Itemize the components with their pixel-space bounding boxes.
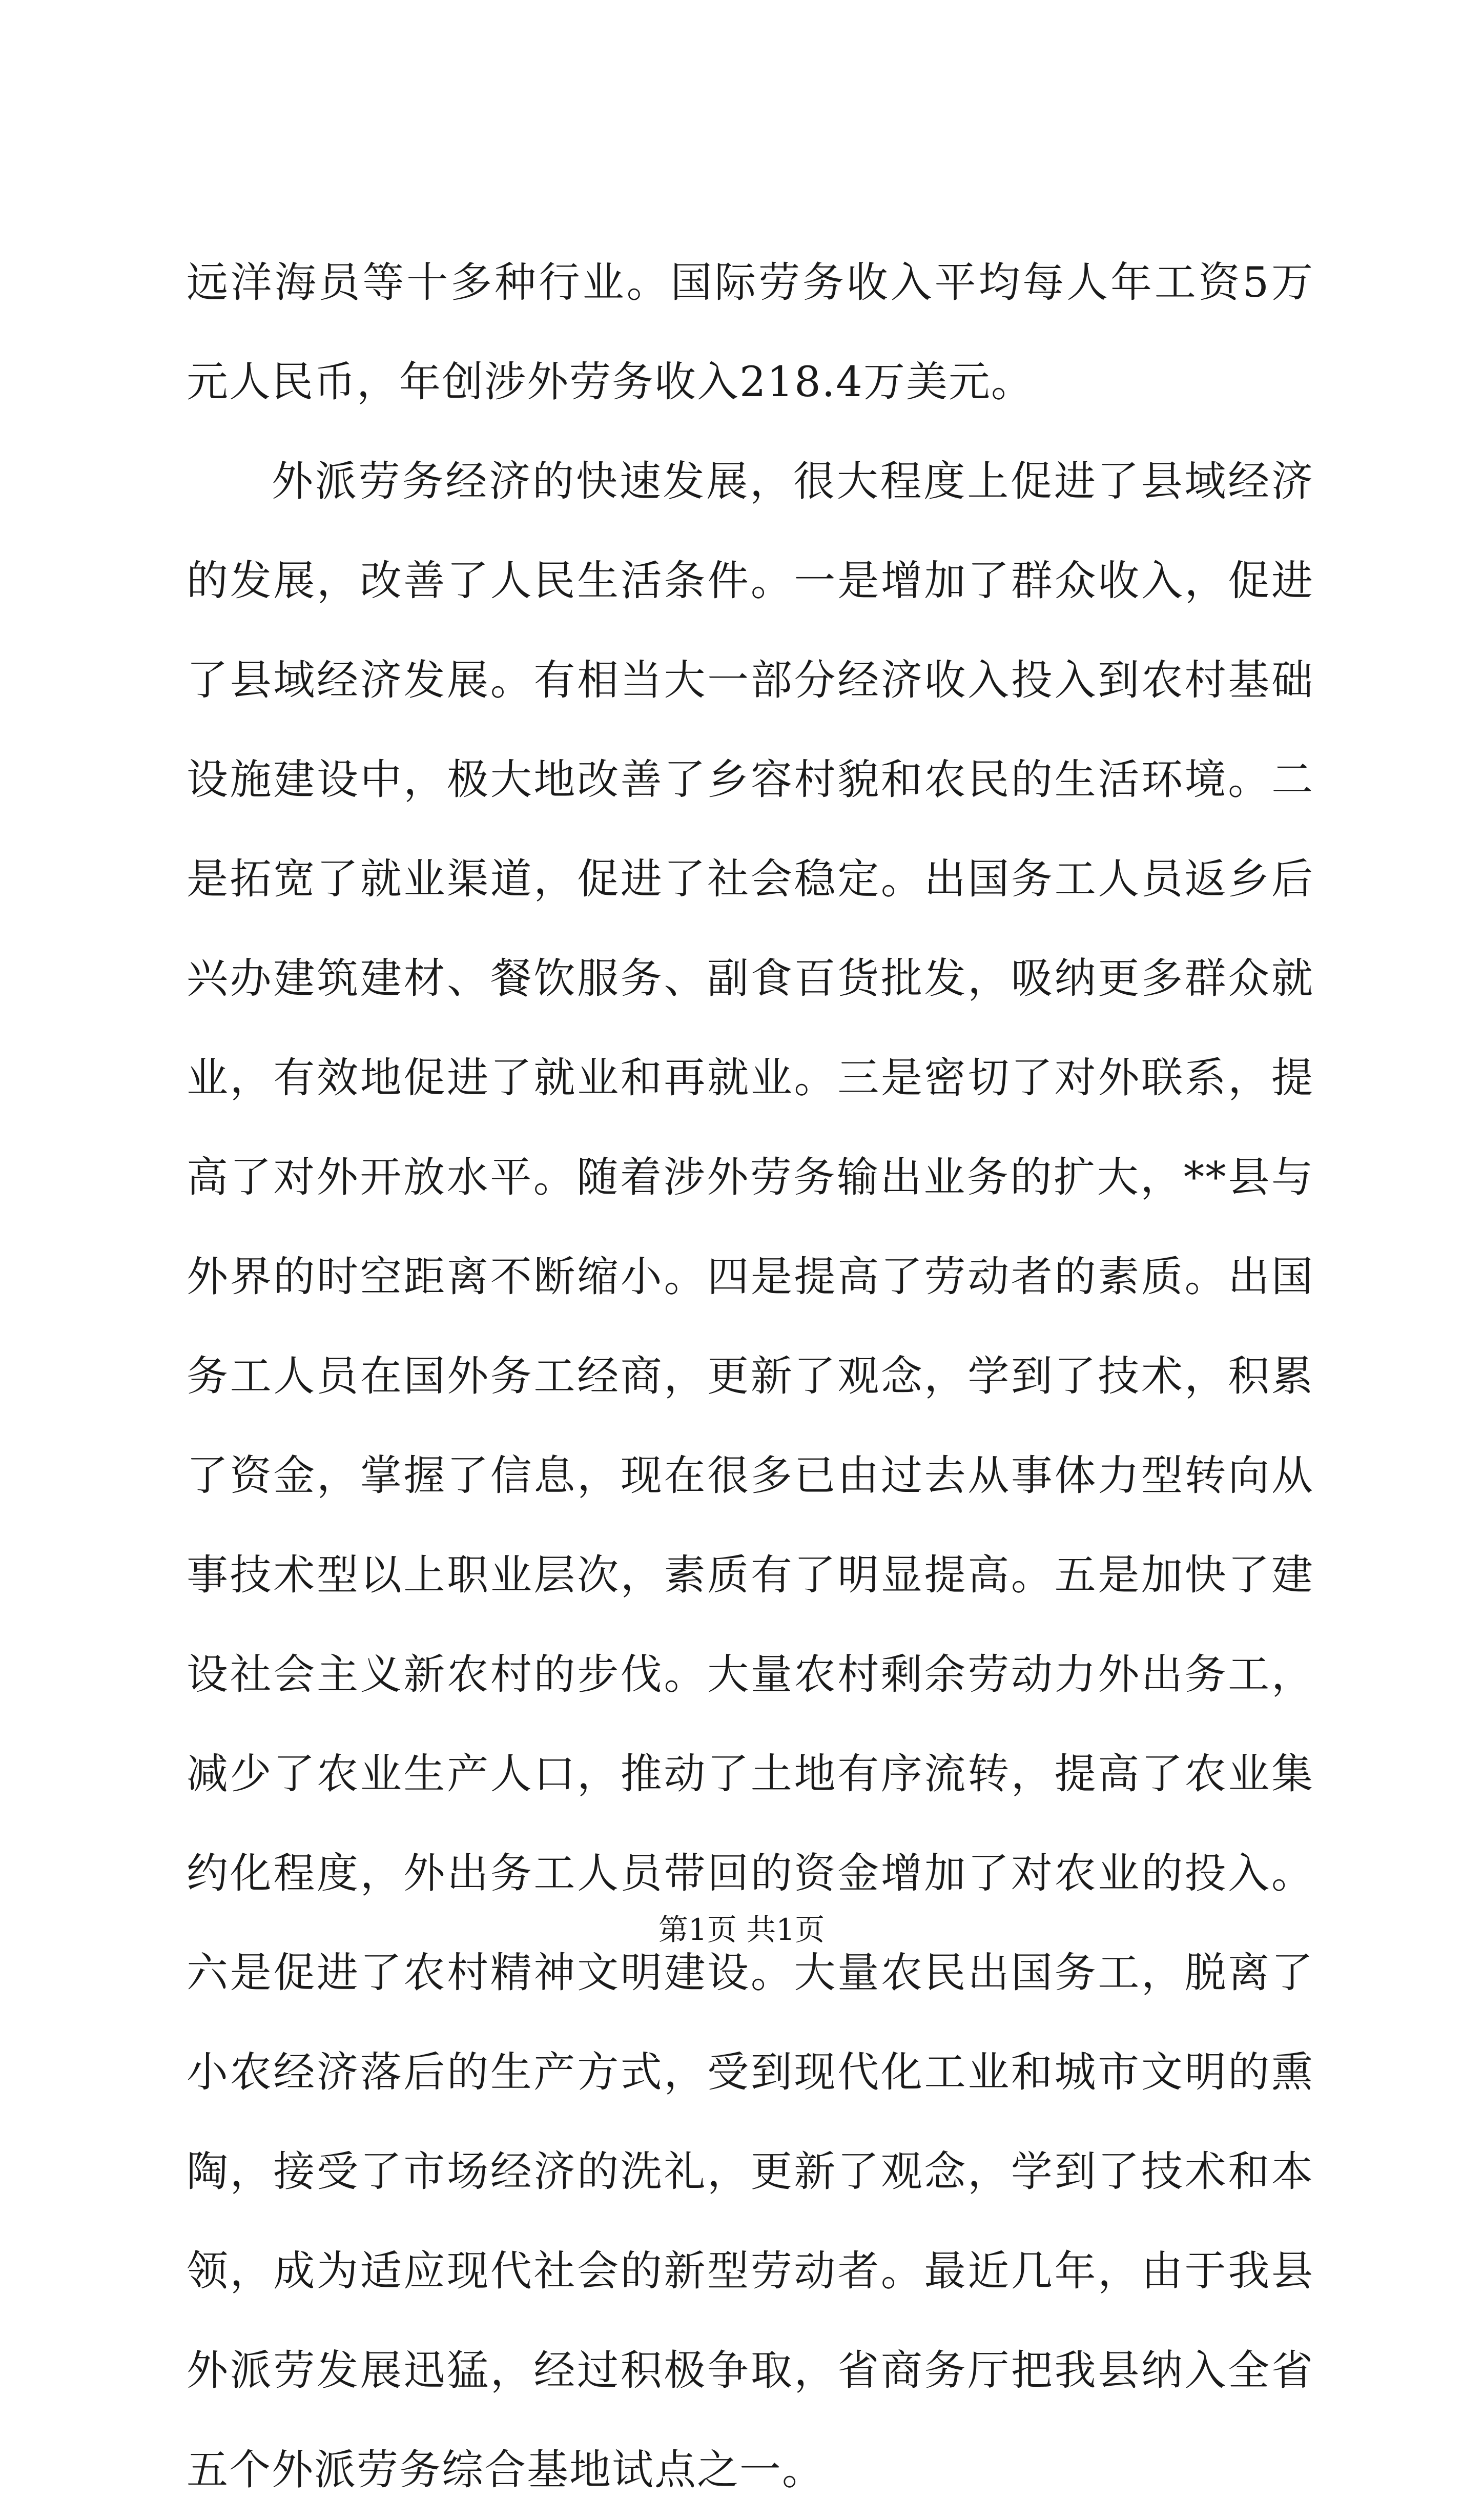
paragraph-1: 远洋海员等十多种行业。国际劳务收入平均每人年工资5万元人民币，年创涉外劳务收入218.4万美元。 <box>187 259 1314 406</box>
page-footer: 第1页 共1页 <box>658 1912 825 1947</box>
body-text <box>187 233 1314 2520</box>
paragraph-2: 外派劳务经济的快速发展，很大程度上促进了县域经济的发展，改善了人民生活条件。一是增加了群众收入，促进了县域经济发展。有相当大一部分经济收入投入到农村基础设施建设中，极大地改善了乡容村貌和农民的生活环境。二是拓宽了就业渠道，促进了社会稳定。出国务工人员返乡后兴办建筑建材、餐饮服务、副食百货批发，吸纳更多群众就业，有效地促进了就业和再就业。三是密切了对外联系，提高了对外开放水平。随着涉外劳务输出业务的扩大，**县与外界的时空距离不断缩小。四是提高了劳动者的素质。出国务工人员在国外务工经商，更新了观念，学到了技术，积累了资金，掌握了信息，现在很多已由过去从事体力型转向从事技术型以上职业层次，素质有了明显提高。五是加快了建设社会主义新农村的步伐。大量农村剩余劳动力外出务工，减少了农业生产人口，推动了土地有序流转，提高了农业集约化程度，外出务工人员带回的资金增加了对农业的投入。六是促进了农村精神文明建设。大量农民出国务工，脱离了小农经济落后的生产方式，受到现代化工业和城市文明的熏陶，接受了市场经济的洗礼，更新了观念，学到了技术和本领，成为适应现代社会的新型劳动者。最近几年，由于我县外派劳发展迅猛，经过积极争取，省商务厅把我县纳入全省五个外派劳务综合基地试点之一。 <box>187 458 1314 2494</box>
